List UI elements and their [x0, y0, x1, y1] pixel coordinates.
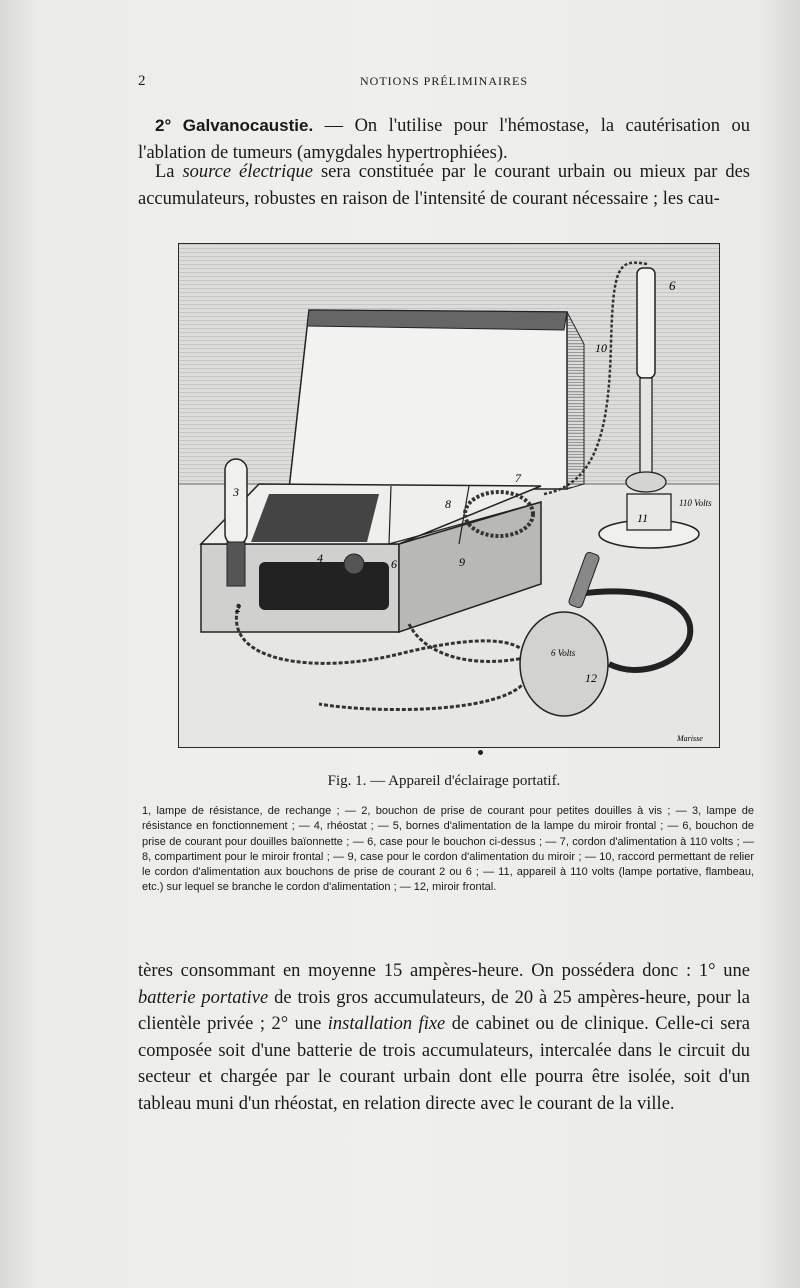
figure-label-3: 3	[233, 485, 239, 499]
paragraph-text: sera constituée par le courant urbain ou mieux par des accumulateurs, robustes en raison de l'intensité de courant nécessaire ; les cau-	[138, 162, 750, 209]
figure-illustration	[178, 243, 720, 748]
figure-label-7: 7	[515, 471, 521, 485]
engraving-drawing	[179, 244, 719, 747]
section-heading: 2° Galvanocaustie.	[155, 116, 314, 135]
page-number: 2	[138, 73, 147, 89]
engraver-signature: Marisse	[677, 734, 703, 743]
figure-legend: 1, lampe de résistance, de rechange ; — 2, bouchon de prise de courant pour petites douilles à vis ; — 3, lampe de résistance en fonctionnement ; — 4, rhéostat ; — 5, bornes d'alimentation de la lampe du miroir frontal ; — 6, bouchon de prise de courant pour douilles baïonnette ; — 6, case pour le bouchon ci-dessus ; — 7, cordon d'alimentation à 110 volts ; — 8, compartiment pour le miroir frontal ; — 9, case pour le cordon d'alimentation du miroir ; — 10, raccord permettant de relier le cordon d'alimentation aux bouchons de prise de courant 2 ou 6 ; — 11, appareil à 110 volts (lampe portative, flambeau, etc.) sur lequel se branche le cordon d'alimentation ; — 12, miroir frontal.	[142, 805, 754, 894]
figure-label-10: 10	[595, 341, 607, 355]
running-head	[138, 73, 750, 93]
italic-term: source électrique	[182, 162, 314, 182]
figure-label-12: 12	[585, 671, 597, 685]
figure-caption	[138, 773, 750, 790]
ink-dot	[478, 750, 483, 755]
figure-label-9: 9	[459, 555, 465, 569]
caption-text: — Appareil d'éclairage portatif.	[366, 773, 561, 789]
paragraph-source	[138, 159, 750, 212]
figure-label-4: 4	[317, 551, 323, 565]
figure-label-8: 8	[445, 497, 451, 511]
figure-label-110-volts: 110 Volts	[679, 498, 712, 508]
figure-label-6: 6	[391, 557, 397, 571]
figure-label-2: 2	[235, 601, 241, 615]
paragraph-text: tères consommant en moyenne 15 ampères-heure. On possédera donc : 1° une	[138, 961, 750, 981]
paragraph-text: — On l'utilise pour l'hémostase, la cautérisation ou l'ablation de tumeurs (amygdales hypertrophiées).	[138, 116, 750, 163]
figure-label-6-volts: 6 Volts	[551, 648, 576, 658]
figure-label-11: 11	[637, 511, 649, 525]
paragraph-accumulateurs	[138, 958, 750, 1117]
paragraph-text: de trois gros accumulateurs, de 20 à 25 ampères-heure, pour la clientèle privée ; 2° une	[138, 987, 750, 1034]
paragraph-text: de cabinet ou de clinique. Celle-ci sera composée soit d'une batterie de trois accumulateurs, intercalée dans le circuit du secteur et chargée par le courant urbain dont elle pourra être isolée, soit d'un tableau muni d'un rhéostat, en relation directe avec le courant de la ville.	[138, 1014, 751, 1114]
italic-term: installation fixe	[327, 1014, 446, 1034]
caption-number: Fig. 1.	[327, 773, 367, 789]
figure-label-6-plug: 6	[669, 278, 676, 293]
paragraph-text: La	[155, 162, 183, 182]
italic-term: batterie portative	[138, 987, 269, 1008]
running-title: NOTIONS PRÉLIMINAIRES	[360, 74, 528, 88]
